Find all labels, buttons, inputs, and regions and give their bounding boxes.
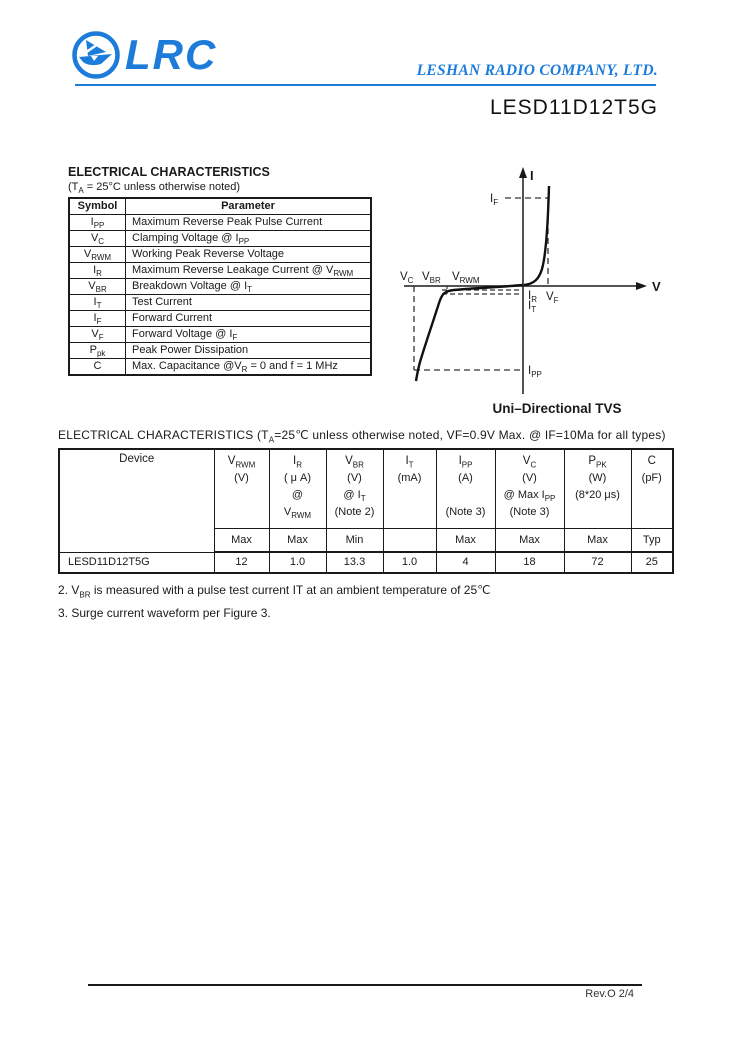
footer-divider: [88, 984, 642, 986]
i-axis-arrow: [519, 167, 527, 178]
diagram-caption: Uni–Directional TVS: [492, 401, 622, 416]
table-row: $I_R$ Maximum Reverse Leakage Current @ $V_{RWM}$: [69, 263, 371, 279]
revision-page-number: Rev.O 2/4: [585, 988, 634, 1000]
table-header-row: [59, 449, 673, 529]
table-row: $V_C$ Clamping Voltage @ $I_{PP}$: [69, 231, 371, 247]
col-header-c: C (pF): [631, 449, 673, 529]
iv-curve-diagram: [396, 160, 676, 409]
lrc-logo-icon: [70, 29, 122, 81]
brand-logo: [70, 29, 217, 81]
table-row: $V_{RWM}$ Working Peak Reverse Voltage: [69, 247, 371, 263]
forward-curve: [524, 186, 549, 285]
table-row: $P_{pk}$ Peak Power Dissipation: [69, 343, 371, 359]
col-header-it: $I_T$ (mA): [383, 449, 436, 529]
col-header-vc: $V_C$ (V) @ Max $I_{PP}$ (Note 3): [495, 449, 564, 529]
note-3: 3. Surge current waveform per Figure 3.: [58, 606, 271, 620]
table-row: C Max. Capacitance $@V_R = 0$ and f = 1 MHz: [69, 359, 371, 376]
it-label: $I_T$: [528, 300, 537, 314]
table-row: $I_F$ Forward Current: [69, 311, 371, 327]
table-row: $I_{PP}$ Maximum Reverse Peak Pulse Current: [69, 215, 371, 231]
device-name-cell: LESD11D12T5G: [59, 552, 214, 573]
col-header-vbr: $V_{BR}$ (V) @ $I_T$ (Note 2): [326, 449, 383, 529]
device-characteristics-table: [58, 448, 674, 574]
section1-title: ELECTRICAL CHARACTERISTICS: [68, 165, 270, 179]
limit-type-row: Max Max Min Max Max Max Typ: [59, 529, 673, 553]
col-header-parameter: Parameter: [126, 198, 372, 215]
table-row: $V_{BR}$ Breakdown Voltage @ $I_T$: [69, 279, 371, 295]
col-header-ppk: $P_{PK}$ (W) (8*20 μs): [564, 449, 631, 529]
col-header-symbol: Symbol: [69, 198, 126, 215]
symbol-parameter-table: [68, 197, 372, 376]
table-header-row: [69, 198, 371, 215]
vbr-label: $V_{BR}$: [422, 271, 441, 285]
v-axis-label: V: [652, 279, 661, 294]
col-header-vrwm: $V_{RWM}$ (V): [214, 449, 269, 529]
part-number-title: LESD11D12T5G: [489, 96, 658, 119]
vf-label: $V_F$: [546, 291, 559, 305]
table-row: $V_F$ Forward Voltage @ $I_F$: [69, 327, 371, 343]
col-header-ir: $I_R$ ( μ A) @ $V_{RWM}$: [269, 449, 326, 529]
logo-wordmark: LRC: [125, 31, 218, 78]
table-row: $I_T$ Test Current: [69, 295, 371, 311]
v-axis-arrow: [636, 282, 647, 290]
i-axis-label: I: [530, 168, 534, 183]
col-header-device: Device: [59, 449, 214, 552]
vrwm-label: $V_{RWM}$: [452, 271, 480, 285]
ir-label: $I_R$: [528, 290, 537, 304]
section2-title: ELECTRICAL CHARACTERISTICS ($T_A=25℃$ unless otherwise noted, VF=0.9V Max. @ IF=10Ma for all types): [58, 428, 666, 445]
device-data-row: LESD11D12T5G 12 1.0 13.3 1.0 4 18 72 25: [59, 552, 673, 573]
if-label: $I_F$: [490, 193, 499, 207]
note-2: 2. $V_{BR}$ is measured with a pulse test current IT at an ambient temperature of 25℃: [58, 583, 491, 600]
col-header-ipp: $I_{PP}$ (A) (Note 3): [436, 449, 495, 529]
breakdown-curve: [416, 285, 523, 381]
company-name: LESHAN RADIO COMPANY, LTD.: [416, 62, 658, 79]
ipp-label: $I_{PP}$: [528, 365, 542, 379]
section1-condition: ($T_A = 25^\circ C$ unless otherwise noted): [68, 181, 241, 196]
vc-label: $V_C$: [400, 271, 414, 285]
header-divider: [75, 84, 656, 86]
